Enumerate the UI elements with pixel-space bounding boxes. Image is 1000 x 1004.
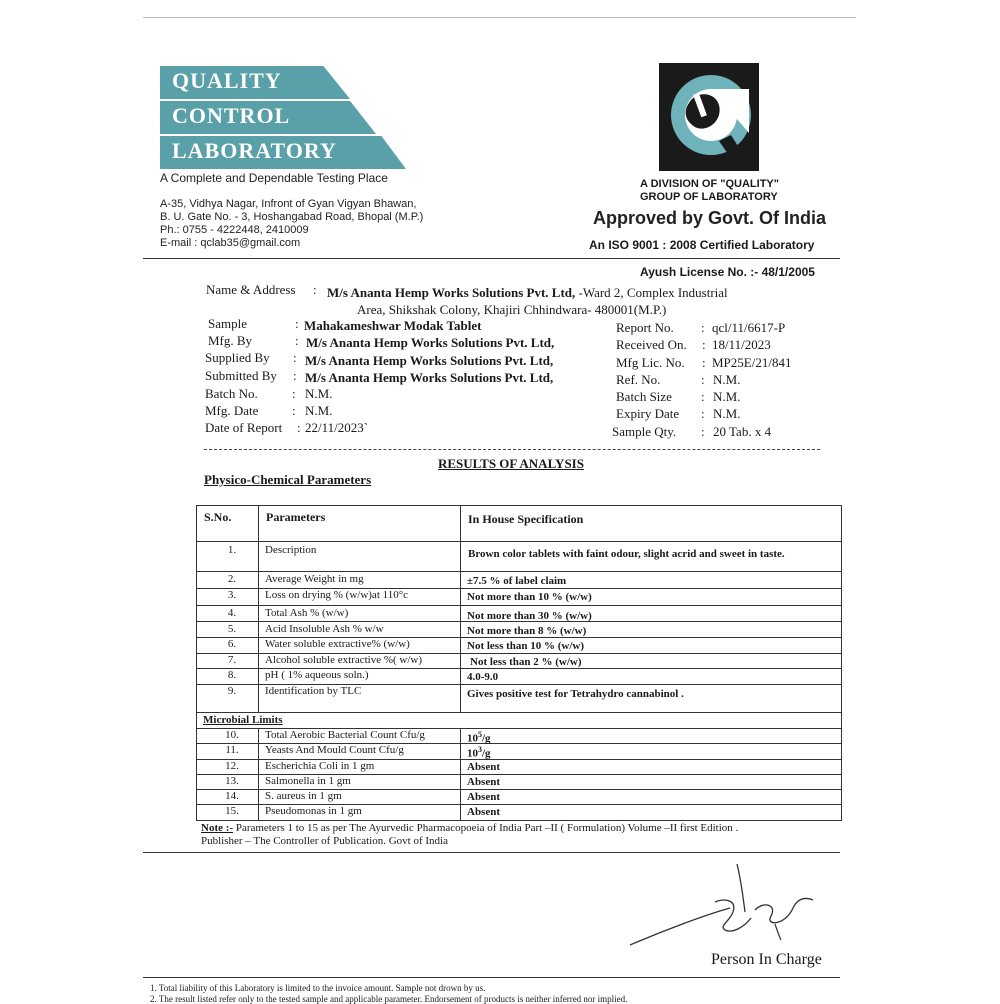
spec-base: 10 [467,732,478,745]
approved-text: Approved by Govt. Of India [593,208,827,228]
sample-qty-label: Sample Qty. [612,424,677,439]
colon: : [293,368,297,383]
row-sno: 5. [227,623,237,635]
logo-text-laboratory: LABORATORY [172,138,337,163]
submitted-by-label: Submitted By [205,368,277,383]
row-param: Total Aerobic Bacterial Count Cfu/g [265,729,425,741]
table-header-bottom [196,541,842,542]
row-spec: Not less than 2 % (w/w) [470,656,582,668]
phone: Ph.: 0755 - 4222448, 2410009 [160,224,309,236]
note-line-1: Parameters 1 to 15 as per The Ayurvedic Pharmacopoeia of India Part –II ( Formulation) Volume –II first Edition . [233,822,739,834]
footer-line-1: 1. Total liability of this Laboratory is limited to the invoice amount. Sample not drown by us. [150,983,486,993]
colon: : [293,350,297,365]
address-line-2: B. U. Gate No. - 3, Hoshangabad Road, Bhopal (M.P.) [160,211,424,223]
mfg-lic-value: MP25E/21/841 [712,355,792,370]
dashed-divider [204,449,820,450]
row-spec: ±7.5 % of label claim [467,575,567,587]
row-sno: 10. [225,729,239,741]
table-border-right [841,505,842,820]
row-spec [467,730,491,745]
table-border-top [196,505,842,506]
header-specification: In House Specification [468,512,584,526]
note-rule [143,852,840,853]
row-spec: Not more than 30 % (w/w) [467,610,592,622]
supplied-by-value: M/s Ananta Hemp Works Solutions Pvt. Ltd, [305,353,554,368]
footer-rule [143,977,840,978]
tagline: A Complete and Dependable Testing Place [160,171,388,185]
received-on-label: Received On. [616,337,687,352]
colon: : [701,320,705,335]
row-spec: Not less than 10 % (w/w) [467,640,585,652]
table-col-line [460,505,461,712]
sample-value: Mahakameshwar Modak Tablet [304,318,482,333]
top-rule [143,17,856,18]
mfg-lic-label: Mfg Lic. No. [616,355,685,370]
row-sno: 14. [225,790,239,802]
mfg-date-value: N.M. [305,403,333,418]
colon: : [295,333,299,348]
colon: : [292,403,296,418]
logo-text-control: CONTROL [172,103,291,128]
mfg-date-label: Mfg. Date [205,403,259,418]
batch-size-label: Batch Size [616,389,672,404]
row-param: S. aureus in 1 gm [265,790,342,802]
sample-qty-value: 20 Tab. x 4 [713,424,772,439]
row-sno: 3. [227,589,237,601]
row-sno: 9. [227,685,237,697]
row-sno: 1. [227,544,237,556]
section-title: Physico-Chemical Parameters [204,472,372,487]
ref-no-label: Ref. No. [616,372,661,387]
colon: : [701,372,705,387]
report-no-value: qcl/11/6617-P [712,320,786,335]
colon: : [702,355,706,370]
colon: : [297,420,301,435]
sample-label: Sample [208,316,247,331]
ayush-license: Ayush License No. :- 48/1/2005 [640,265,815,279]
address-line-1: A-35, Vidhya Nagar, Infront of Gyan Vigyan Bhawan, [160,198,417,210]
logo-text-quality: QUALITY [172,68,282,93]
row-sno: 15. [225,805,239,817]
table-row-line [196,712,842,713]
microbial-limits-title: Microbial Limits [203,714,283,726]
name-address-value [327,285,728,301]
row-param: Total Ash % (w/w) [265,607,349,619]
mfg-by-value: M/s Ananta Hemp Works Solutions Pvt. Ltd, [306,335,555,350]
colon: : [701,389,705,404]
row-param: pH ( 1% aqueous soln.) [265,669,369,681]
header-rule [143,258,840,259]
row-spec: Absent [467,761,501,773]
colon: : [295,316,299,331]
row-spec: Not more than 10 % (w/w) [467,591,592,603]
colon: : [701,406,705,421]
date-of-report-value: 22/11/2023` [305,420,369,435]
row-spec [467,745,491,760]
row-param: Identification by TLC [265,685,362,697]
email: E-mail : qclab35@gmail.com [160,237,301,249]
batch-size-value: N.M. [713,389,741,404]
row-sno: 7. [227,654,237,666]
row-sno: 4. [227,607,237,619]
submitted-by-value: M/s Ananta Hemp Works Solutions Pvt. Ltd, [305,370,554,385]
table-border-bottom [196,820,842,821]
results-title: RESULTS OF ANALYSIS [438,456,584,471]
batch-no-value: N.M. [305,386,333,401]
row-param: Alcohol soluble extractive %( w/w) [265,654,423,666]
received-on-value: 18/11/2023 [712,337,771,352]
person-in-charge: Person In Charge [711,951,822,968]
table-border-left [196,505,197,820]
ref-no-value: N.M. [713,372,741,387]
row-sno: 13. [225,775,239,787]
row-spec: Gives positive test for Tetrahydro cannabinol . [467,688,684,700]
footer-line-2: 2. The result listed refer only to the tested sample and applicable parameter. Endorsement of products is neither inferred nor implied. [150,994,628,1004]
table-col-line [460,728,461,820]
row-sno: 8. [227,669,237,681]
table-row-line [196,571,842,572]
header-parameters: Parameters [266,510,326,524]
iso-text: An ISO 9001 : 2008 Certified Laboratory [589,238,815,252]
name-address-label: Name & Address [206,282,296,297]
row-param: Yeasts And Mould Count Cfu/g [265,744,404,756]
row-spec: Not more than 8 % (w/w) [467,625,587,637]
row-param: Acid Insoluble Ash % w/w [265,623,384,635]
row-spec: Absent [467,806,501,818]
name-value-bold: M/s Ananta Hemp Works Solutions Pvt. Ltd, [327,285,576,300]
spec-unit: /g [482,732,491,745]
name-value-rest: -Ward 2, Complex Industrial [578,285,728,300]
expiry-date-label: Expiry Date [616,406,680,421]
row-spec: Absent [467,791,501,803]
table-row-line [196,605,842,606]
name-address-line-2: Area, Shikshak Colony, Khajiri Chhindwara- 480001(M.P.) [357,302,667,317]
report-no-label: Report No. [616,320,674,335]
note-line-2: Publisher – The Controller of Publication. Govt of India [201,835,448,847]
row-param: Escherichia Coli in 1 gm [265,760,375,772]
row-sno: 11. [225,744,239,756]
row-sno: 6. [227,638,237,650]
colon: : [701,424,705,439]
row-spec: Brown color tablets with faint odour, slight acrid and sweet in taste. [468,548,785,560]
division-line-1: A DIVISION OF "QUALITY" [640,178,779,190]
row-param: Loss on drying % (w/w)at 110°c [265,589,408,601]
row-param: Description [265,544,317,556]
row-spec: 4.0-9.0 [467,671,499,683]
mfg-by-label: Mfg. By [208,333,253,348]
division-line-2: GROUP OF LABORATORY [640,191,778,203]
signature-icon [625,860,825,950]
spec-base: 10 [467,747,478,760]
colon: : [292,386,296,401]
quality-emblem-icon [659,63,759,171]
name-colon: : [313,282,317,297]
note-label: Note :- [201,822,234,834]
header-sno: S.No. [204,510,232,524]
row-sno: 12. [225,760,239,772]
row-param: Pseudomonas in 1 gm [265,805,362,817]
batch-no-label: Batch No. [205,386,258,401]
date-of-report-label: Date of Report [205,420,283,435]
row-spec: Absent [467,776,501,788]
row-param: Water soluble extractive% (w/w) [265,638,410,650]
spec-exponent: 5 [478,730,482,739]
note [201,822,738,834]
expiry-date-value: N.M. [713,406,741,421]
row-param: Salmonella in 1 gm [265,775,351,787]
colon: : [702,337,706,352]
row-sno: 2. [227,573,237,585]
spec-unit: /g [482,747,491,760]
spec-exponent: 3 [478,745,482,754]
supplied-by-label: Supplied By [205,350,270,365]
row-param: Average Weight in mg [265,573,364,585]
